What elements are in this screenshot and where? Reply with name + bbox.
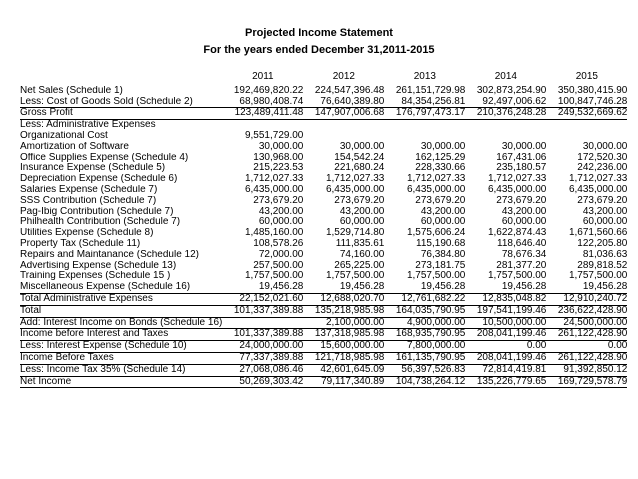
row-value: 27,068,086.46: [222, 364, 303, 376]
row-value: 169,729,578.79: [546, 376, 627, 388]
row-value: 60,000.00: [339, 216, 385, 228]
row-label: Property Tax (Schedule 11): [20, 238, 141, 249]
statement-row: [20, 329, 627, 341]
row-value: 1,712,027.33: [325, 173, 385, 185]
row-value: 6,435,000.00: [325, 183, 385, 195]
row-label: Less: Interest Expense (Schedule 10): [20, 341, 222, 353]
statement-row: [20, 293, 627, 305]
row-value: 43,200.00: [582, 205, 628, 217]
statement-row: [20, 282, 627, 293]
row-value: 43,200.00: [420, 205, 466, 217]
statement-row: [20, 352, 627, 364]
year-header-row: [20, 72, 627, 83]
row-value: 0.00: [546, 341, 627, 353]
row-value: 164,035,790.95: [384, 305, 465, 317]
row-value: 130,968.00: [253, 151, 304, 163]
row-value: 147,907,006.68: [303, 108, 384, 120]
row-value: 162,125.29: [415, 151, 466, 163]
row-label: SSS Contribution (Schedule 7): [20, 195, 157, 206]
row-value: 1,712,027.33: [244, 173, 304, 185]
row-value: 19,456.28: [384, 282, 465, 293]
row-value: 30,000.00: [420, 140, 466, 152]
row-value: 1,757,500.00: [568, 270, 628, 282]
row-value: 10,500,000.00: [465, 317, 546, 329]
row-value: 1,622,874.43: [487, 227, 547, 239]
row-value: 115,190.68: [416, 237, 466, 249]
row-value: 6,435,000.00: [406, 183, 466, 195]
row-value: 224,547,396.48: [314, 84, 385, 96]
row-label: Depreciation Expense (Schedule 6): [20, 174, 178, 185]
year-header: 2012: [332, 71, 355, 82]
row-value: 12,761,682.22: [384, 293, 465, 305]
statement-row: [20, 120, 627, 131]
row-value: 122,205.80: [577, 237, 628, 249]
row-value: 43,200.00: [501, 205, 547, 217]
row-value: 208,041,199.46: [465, 352, 546, 364]
statement-row: [20, 250, 627, 261]
row-label: Philhealth Contribution (Schedule 7): [20, 217, 181, 228]
row-label: Repairs and Maintanance (Schedule 12): [20, 249, 199, 260]
row-label: Less: Income Tax 35% (Schedule 14): [20, 364, 222, 376]
row-value: 79,117,340.89: [303, 376, 384, 388]
row-value: 236,622,428.90: [546, 305, 627, 317]
row-value: 1,712,027.33: [568, 173, 628, 185]
row-value: 19,456.28: [465, 282, 546, 293]
row-value: [465, 120, 546, 131]
row-value: 60,000.00: [420, 216, 466, 228]
row-value: 60,000.00: [501, 216, 547, 228]
row-value: 12,688,020.70: [303, 293, 384, 305]
row-value: 1,712,027.33: [487, 173, 547, 185]
statement-row: [20, 196, 627, 207]
row-value: 261,122,428.90: [546, 329, 627, 341]
row-value: 192,469,820.22: [233, 84, 304, 96]
row-value: 123,489,411.48: [222, 108, 303, 120]
year-header-spacer: [20, 72, 222, 83]
row-value: 22,152,021.60: [222, 293, 303, 305]
row-value: 261,151,729.98: [395, 84, 466, 96]
row-value: 91,392,850.12: [546, 364, 627, 376]
row-value: 56,397,526.83: [384, 364, 465, 376]
row-value: 60,000.00: [258, 216, 304, 228]
row-value: 24,500,000.00: [546, 317, 627, 329]
row-value: 2,100,000.00: [303, 317, 384, 329]
statement-row: [20, 376, 627, 388]
row-value: 104,738,264.12: [384, 376, 465, 388]
row-value: 0.00: [465, 341, 546, 353]
row-value: 242,236.00: [577, 162, 628, 174]
row-value: 19,456.28: [222, 282, 303, 293]
row-value: 101,337,389.88: [222, 329, 303, 341]
row-value: 72,000.00: [258, 248, 304, 260]
row-label: Income Before Taxes: [20, 352, 222, 364]
row-value: 273,679.20: [415, 194, 466, 206]
row-value: 19,456.28: [546, 282, 627, 293]
row-value: 1,712,027.33: [406, 173, 466, 185]
row-value: 215,223.53: [253, 162, 304, 174]
row-value: 81,036.63: [582, 248, 628, 260]
row-value: 42,601,645.09: [303, 364, 384, 376]
row-value: 1,529,714.80: [325, 227, 385, 239]
row-value: 137,318,985.98: [303, 329, 384, 341]
row-value: 273,679.20: [253, 194, 304, 206]
year-header: 2013: [413, 71, 436, 82]
row-label: Miscellaneous Expense (Schedule 16): [20, 282, 222, 293]
row-value: 68,980,408.74: [222, 97, 303, 108]
row-value: 77,337,389.88: [222, 352, 303, 364]
row-value: 30,000.00: [339, 140, 385, 152]
row-value: 76,384.80: [420, 248, 466, 260]
row-label: Net Sales (Schedule 1): [20, 85, 123, 96]
row-value: 7,800,000.00: [384, 341, 465, 353]
row-value: 30,000.00: [582, 140, 628, 152]
row-value: 1,757,500.00: [244, 270, 304, 282]
statement-row: [20, 97, 627, 108]
row-value: 273,679.20: [496, 194, 547, 206]
row-value: 273,181.75: [415, 259, 466, 271]
row-value: 273,679.20: [334, 194, 385, 206]
row-label: Organizational Cost: [20, 130, 108, 141]
row-value: [546, 120, 627, 131]
statement-row: [20, 364, 627, 376]
row-value: 118,646.40: [497, 237, 547, 249]
row-value: 289,818.52: [577, 259, 628, 271]
row-value: 350,380,415.90: [557, 84, 628, 96]
statement-row: [20, 317, 627, 329]
row-value: 1,757,500.00: [406, 270, 466, 282]
row-label: Insurance Expense (Schedule 5): [20, 163, 166, 174]
year-header: 2015: [575, 71, 598, 82]
statement-row: [20, 341, 627, 353]
row-value: [384, 120, 465, 131]
row-value: 208,041,199.46: [465, 329, 546, 341]
row-value: 161,135,790.95: [384, 352, 465, 364]
row-value: 221,680.24: [334, 162, 385, 174]
row-value: 228,330.66: [415, 162, 466, 174]
row-value: 84,354,256.81: [384, 97, 465, 108]
year-header: 2011: [252, 71, 274, 82]
row-label: Less: Administrative Expenses: [20, 119, 156, 131]
row-value: 12,910,240.72: [546, 293, 627, 305]
statement-subtitle: For the years ended December 31,2011-2015: [203, 44, 435, 56]
row-value: 172,520.30: [577, 151, 628, 163]
row-label: Add: Interest Income on Bonds (Schedule 16): [20, 317, 223, 328]
row-value: 121,718,985.98: [303, 352, 384, 364]
row-label: Net Income: [20, 376, 222, 388]
row-value: 78,676.34: [501, 248, 547, 260]
row-value: 24,000,000.00: [222, 341, 303, 353]
row-value: 249,532,669.62: [546, 108, 627, 120]
row-label: Salaries Expense (Schedule 7): [20, 184, 158, 195]
statement-title: Projected Income Statement: [245, 27, 393, 39]
statement-row: [20, 305, 627, 317]
row-label: Amortization of Software: [20, 141, 129, 152]
row-value: 1,757,500.00: [487, 270, 547, 282]
row-value: 257,500.00: [253, 259, 304, 271]
statement-row: [20, 86, 627, 97]
row-value: 135,226,779.65: [465, 376, 546, 388]
row-label: Office Supplies Expense (Schedule 4): [20, 152, 189, 163]
row-value: 74,160.00: [339, 248, 385, 260]
row-value: 30,000.00: [258, 140, 304, 152]
row-value: 176,797,473.17: [384, 108, 465, 120]
row-value: 302,873,254.90: [476, 84, 547, 96]
statement-row: [20, 142, 627, 153]
row-value: 100,847,746.28: [546, 97, 627, 108]
row-value: 12,835,048.82: [465, 293, 546, 305]
row-value: 6,435,000.00: [244, 183, 304, 195]
row-label: Training Expenses (Schedule 15 ): [20, 271, 171, 282]
row-label: Utilities Expense (Schedule 8): [20, 228, 154, 239]
row-value: 19,456.28: [303, 282, 384, 293]
statement-row: [20, 108, 627, 120]
row-value: 210,376,248.28: [465, 108, 546, 120]
row-value: 101,337,389.88: [222, 305, 303, 317]
row-value: 15,600,000.00: [303, 341, 384, 353]
row-value: 108,578.26: [253, 237, 304, 249]
row-value: 4,900,000.00: [384, 317, 465, 329]
row-label: Gross Profit: [20, 108, 222, 120]
row-value: 72,814,419.81: [465, 364, 546, 376]
row-value: 92,497,006.62: [465, 97, 546, 108]
row-value: 60,000.00: [582, 216, 628, 228]
row-value: [222, 317, 303, 329]
row-value: 6,435,000.00: [568, 183, 628, 195]
row-value: 50,269,303.42: [222, 376, 303, 388]
row-value: 265,225.00: [334, 259, 385, 271]
row-value: 168,935,790.95: [384, 329, 465, 341]
year-header: 2014: [494, 71, 517, 82]
row-value: 135,218,985.98: [303, 305, 384, 317]
row-value: 43,200.00: [339, 205, 385, 217]
row-label: Total: [20, 305, 222, 317]
row-value: 6,435,000.00: [487, 183, 547, 195]
row-label: Pag-Ibig Contribution (Schedule 7): [20, 206, 174, 217]
row-value: 261,122,428.90: [546, 352, 627, 364]
income-statement-table: [20, 72, 627, 388]
row-value: 154,542.24: [334, 151, 385, 163]
row-value: 1,575,606.24: [406, 227, 466, 239]
row-label: Advertising Expense (Schedule 13): [20, 260, 177, 271]
row-value: 167,431.06: [496, 151, 547, 163]
row-value: 30,000.00: [501, 140, 547, 152]
row-value: 43,200.00: [258, 205, 304, 217]
row-value: 197,541,199.46: [465, 305, 546, 317]
row-value: 273,679.20: [577, 194, 628, 206]
row-value: 1,671,560.66: [568, 227, 628, 239]
row-label: Total Administrative Expenses: [20, 293, 222, 305]
row-value: 111,835.61: [335, 237, 385, 249]
row-value: 1,757,500.00: [325, 270, 385, 282]
row-value: 281,377.20: [496, 259, 547, 271]
row-label: Less: Cost of Goods Sold (Schedule 2): [20, 97, 222, 108]
row-value: 76,640,389.80: [303, 97, 384, 108]
row-value: 235,180.57: [496, 162, 547, 174]
row-value: 1,485,160.00: [244, 227, 304, 239]
row-value: [303, 120, 384, 131]
row-value: 9,551,729.00: [244, 129, 304, 141]
row-label: Income before Interest and Taxes: [20, 329, 222, 341]
